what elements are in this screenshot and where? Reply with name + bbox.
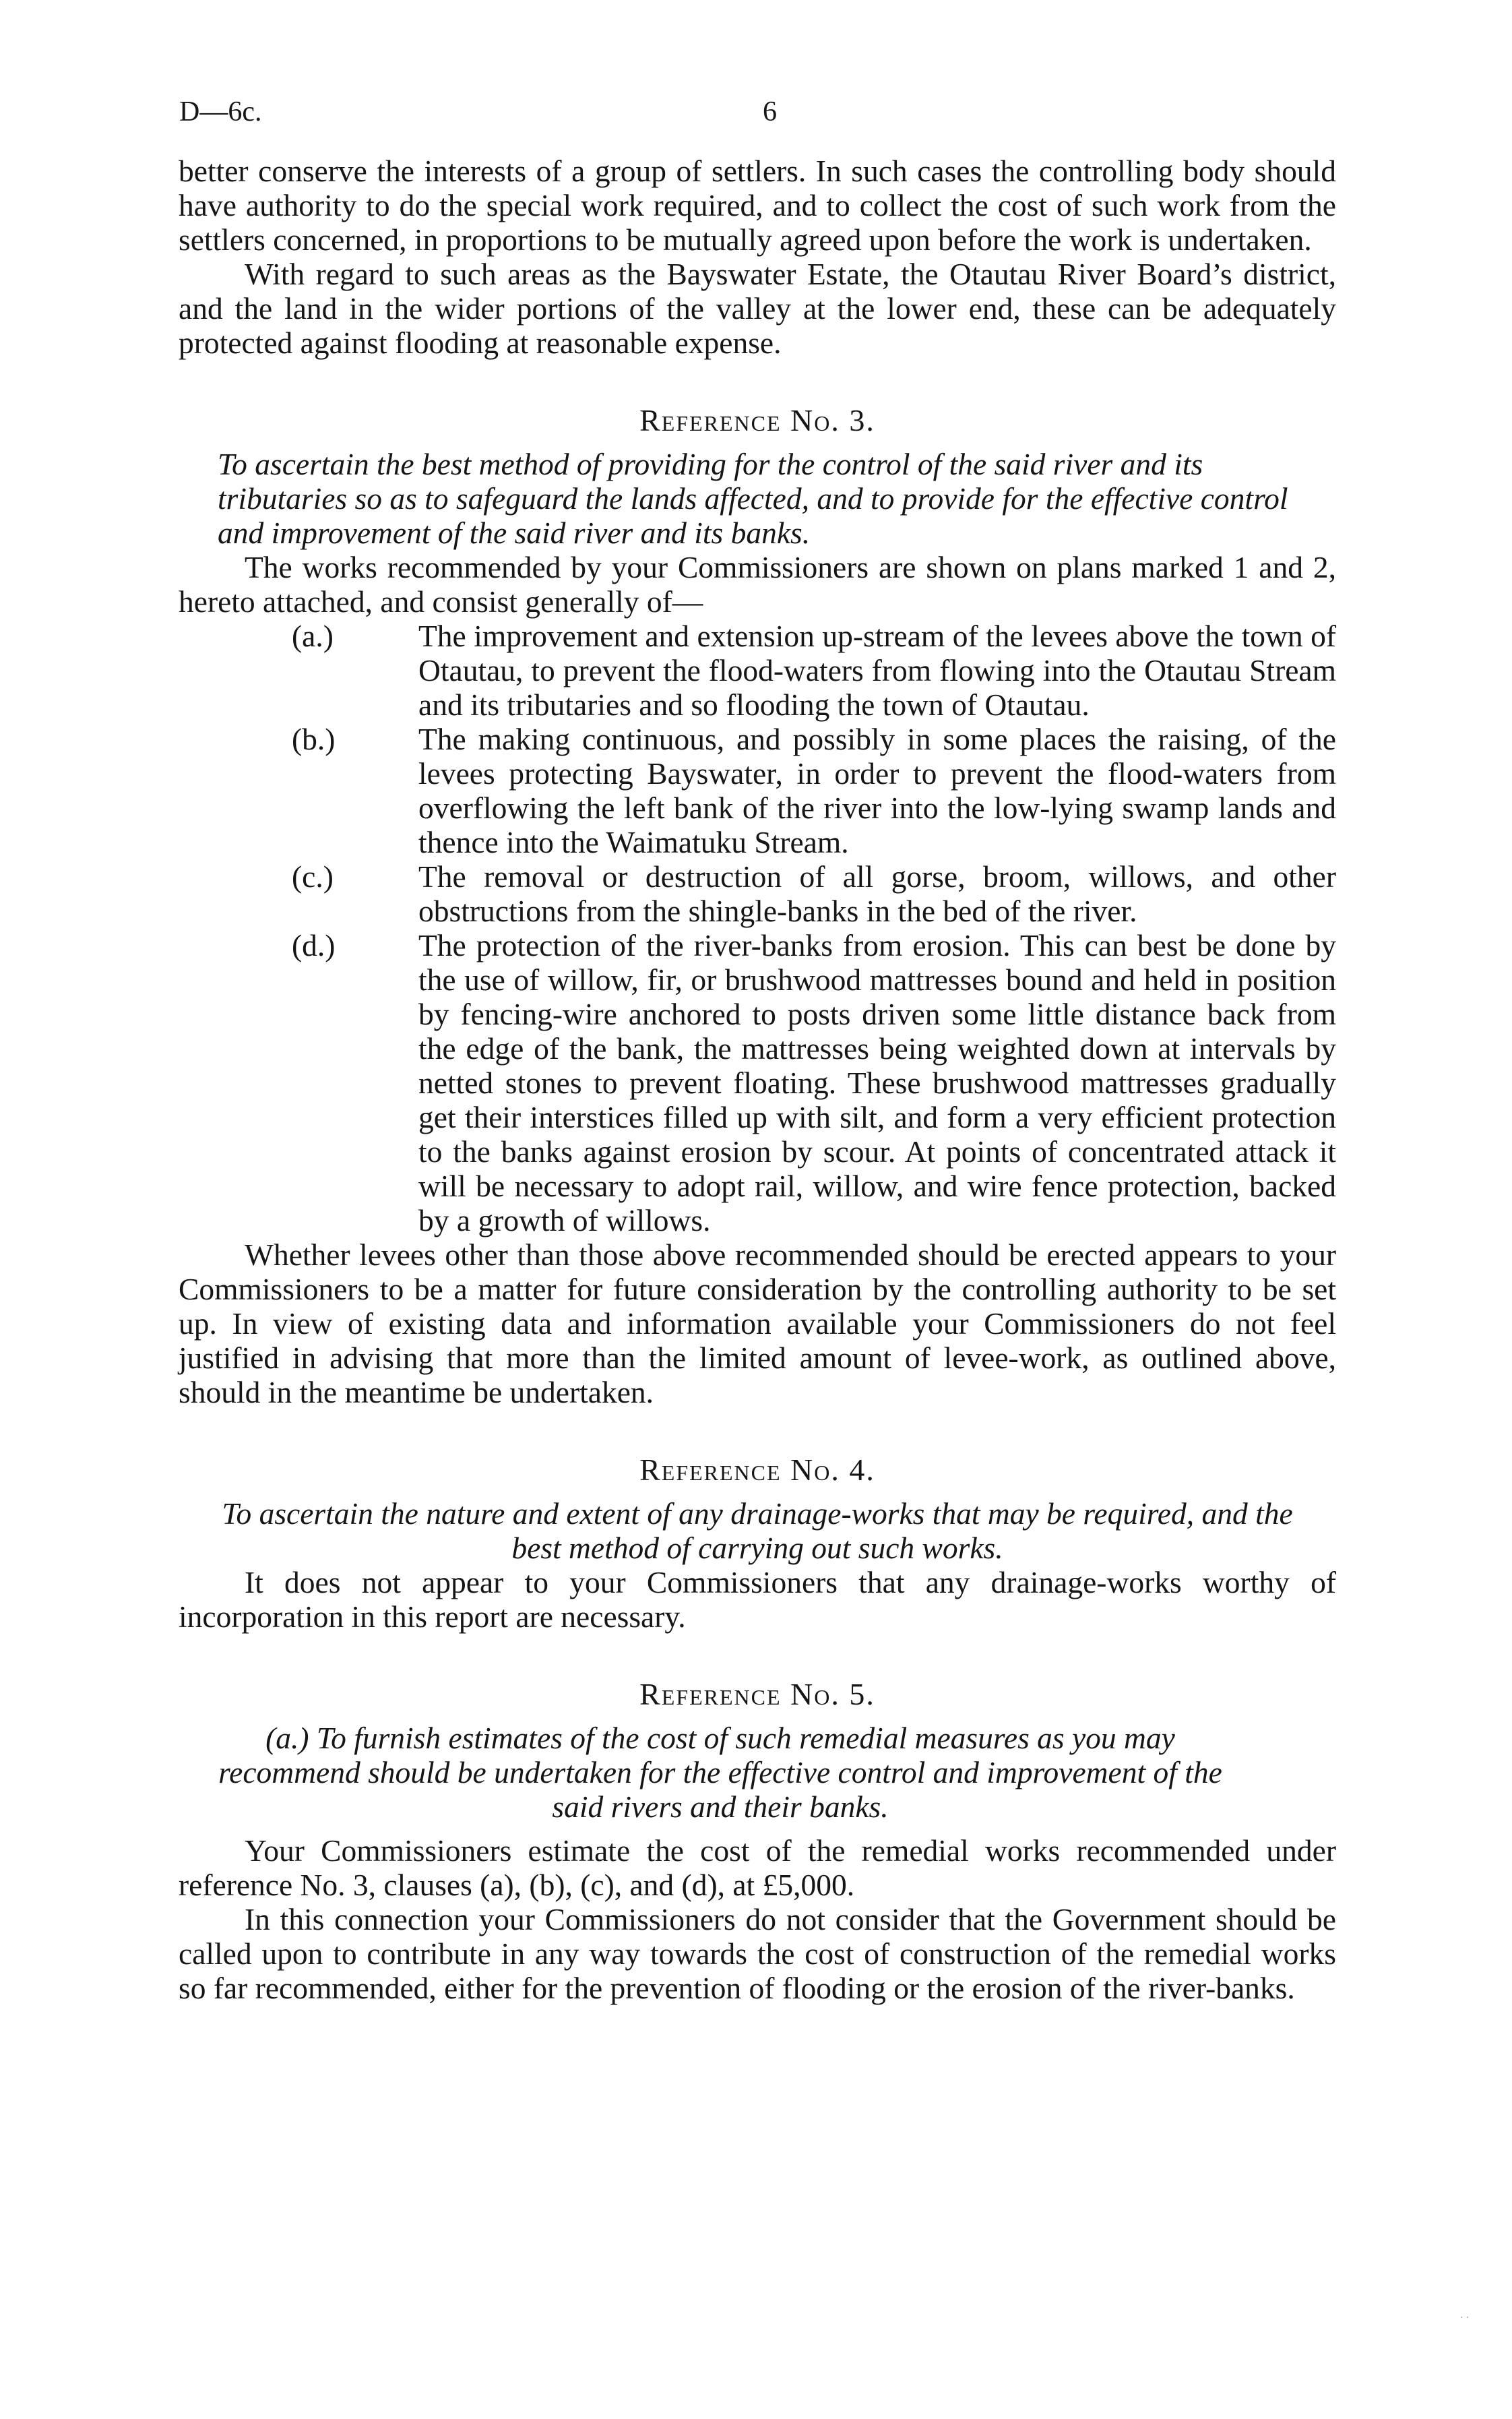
document-body — [179, 154, 1336, 2005]
reference-3-closing: Whether levees other than those above recommended should be erected appears to your Commissioners to be a matter for future consideration by the controlling authority to be set up. In view of existing data and information available your Commissioners do not feel justified in advising that more than the limited amount of levee-work, as outlined above, should in the meantime be undertaken. — [179, 1237, 1336, 1409]
running-header — [179, 96, 1333, 136]
reference-5-government: In this connection your Commissioners do not consider that the Government should be called upon to contribute in any way towards the cost of construction of the remedial works so far recommended, either for the prevention of flooding or the erosion of the river-banks. — [179, 1902, 1336, 2005]
reference-4-title: To ascertain the nature and extent of any drainage-works that may be required, and the best method of carrying out such works. — [222, 1496, 1293, 1565]
clause-text: The improvement and extension up-stream of the levees above the town of Otautau, to prevent the flood-waters from flowing into the Otautau Stream and its tributaries and so flooding the town of Otautau. — [418, 619, 1336, 722]
reference-3-heading: Reference No. 3. — [639, 403, 875, 437]
clause-text: The protection of the river-banks from erosion. This can best be done by the use of willow, fir, or brushwood mattresses bound and held in position by fencing-wire anchored to posts driven some little distance back from the edge of the bank, the mattresses being weighted down at intervals by netted stones to prevent floating. These brushwood mattresses gradually get their interstices filled up with silt, and form a very efficient protection to the banks against erosion by scour. At points of concentrated attack it will be necessary to adopt rail, willow, and wire fence protection, backed by a growth of willows. — [418, 928, 1336, 1237]
reference-4-section — [179, 1452, 1336, 1634]
reference-3-title: To ascertain the best method of providing for the control of the said river and its tributaries so as to safeguard the lands affected, and to provide for the effective control and improvement of the said river and its banks. — [218, 447, 1288, 550]
reference-4-body: It does not appear to your Commissioners that any drainage-works worthy of incorporation in this report are necessary. — [179, 1565, 1336, 1634]
reference-3-clauses — [179, 619, 1336, 1237]
paragraph-continued: better conserve the interests of a group of settlers. In such cases the controlling body should have authority to do the special work required, and to collect the cost of such work from the settlers concerned, in proportions to be mutually agreed upon before the work is undertaken. — [179, 154, 1336, 257]
clause-label: (d.) — [292, 928, 336, 962]
page-number: 6 — [763, 96, 777, 127]
reference-4-heading: Reference No. 4. — [639, 1452, 875, 1487]
clause-c — [179, 859, 1336, 928]
clause-text: The removal or destruction of all gorse, broom, willows, and other obstructions from the shingle-banks in the bed of the river. — [418, 859, 1336, 928]
reference-5-heading: Reference No. 5. — [639, 1677, 875, 1711]
clause-label: (c.) — [292, 859, 334, 894]
clause-d — [179, 928, 1336, 1237]
reference-5-estimate: Your Commissioners estimate the cost of the remedial works recommended under reference No. 3, clauses (a), (b), (c), and (d), at £5,000. — [179, 1833, 1336, 1902]
document-reference: D—6c. — [179, 96, 262, 127]
reference-3-intro: The works recommended by your Commissioners are shown on plans marked 1 and 2, hereto attached, and consist generally of— — [179, 550, 1336, 619]
clause-text: The making continuous, and possibly in some places the raising, of the levees protecting Bayswater, in order to prevent the flood-waters from overflowing the left bank of the river into the low-lying swamp lands and thence into the Waimatuku Stream. — [418, 722, 1336, 859]
clause-a — [179, 619, 1336, 722]
scan-speck: ·· — [1459, 2310, 1472, 2324]
clause-label: (a.) — [292, 619, 334, 653]
clause-label: (b.) — [292, 722, 336, 756]
reference-5-section — [179, 1677, 1336, 2005]
clause-b — [179, 722, 1336, 859]
reference-3-section — [179, 403, 1336, 1409]
paragraph-bayswater: With regard to such areas as the Bayswater Estate, the Otautau River Board’s district, and the land in the wider portions of the valley at the lower end, these can be adequately protected against flooding at reasonable expense. — [179, 257, 1336, 360]
reference-5-title: (a.) To furnish estimates of the cost of such remedial measures as you may recommend should be undertaken for the effective control and improvement of the said rivers and their banks. — [218, 1721, 1222, 1824]
